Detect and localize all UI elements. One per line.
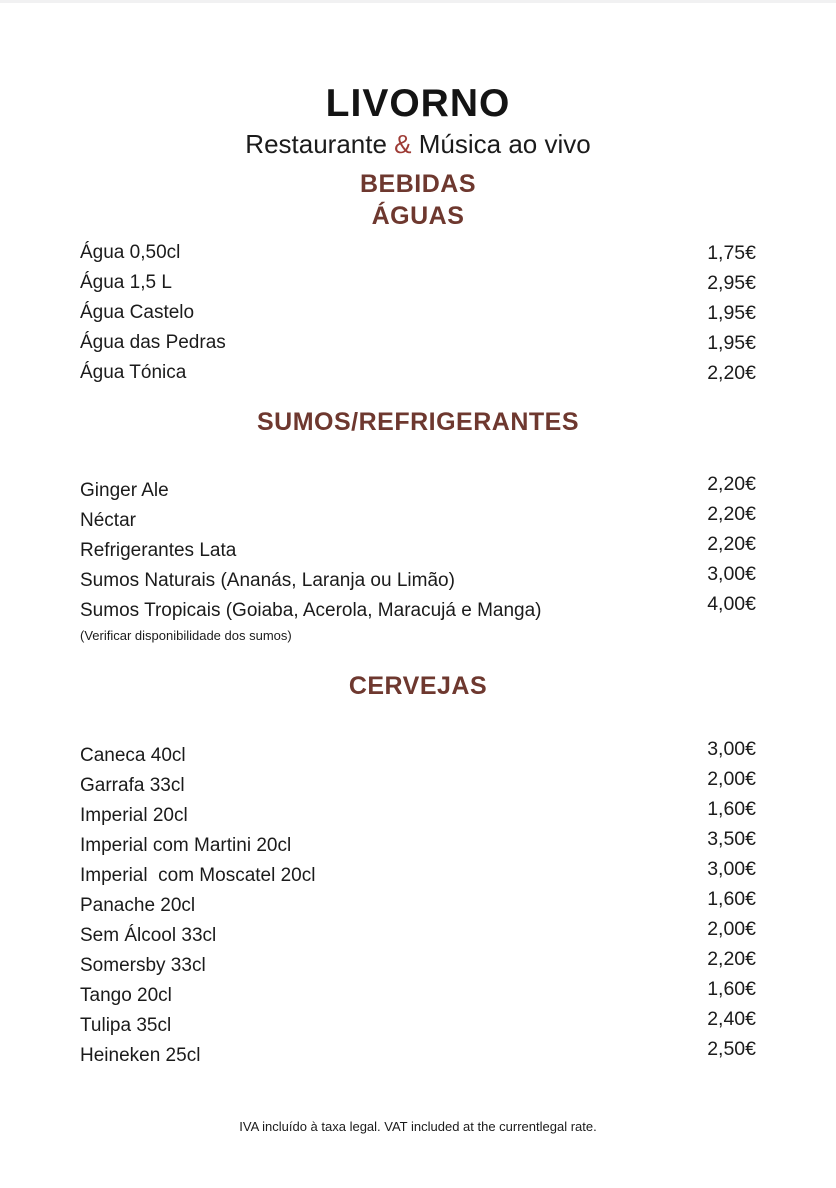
- item-name: Garrafa 33cl: [80, 775, 185, 796]
- item-name: Sumos Naturais (Ananás, Laranja ou Limão): [80, 570, 455, 591]
- item-price: 2,95€: [707, 271, 756, 294]
- item-name: Sem Álcool 33cl: [80, 925, 217, 946]
- item-name: Caneca 40cl: [80, 745, 186, 766]
- menu-item-row: [80, 977, 756, 1011]
- page-top-edge: [0, 0, 836, 3]
- restaurant-tagline: [0, 129, 836, 159]
- item-price: 2,40€: [707, 1007, 756, 1030]
- section-rows: [80, 472, 756, 626]
- menu-section: [80, 409, 756, 644]
- tagline-suffix: Música ao vivo: [411, 129, 591, 159]
- section-heading: CERVEJAS: [348, 672, 488, 700]
- item-name: Ginger Ale: [80, 480, 169, 501]
- item-name: Imperial com Martini 20cl: [80, 835, 292, 856]
- menu-item-row: [80, 767, 756, 801]
- menu-item-row: [80, 1037, 756, 1071]
- item-price: 3,50€: [707, 827, 756, 850]
- menu-item-row: [80, 238, 756, 268]
- item-price: 2,20€: [707, 502, 756, 525]
- item-price: 1,75€: [707, 241, 756, 264]
- item-name: Água 1,5 L: [80, 272, 172, 293]
- item-price: 1,60€: [707, 887, 756, 910]
- item-name: Tango 20cl: [80, 985, 172, 1006]
- menu-header: [0, 83, 836, 197]
- menu-section: [80, 203, 756, 388]
- section-heading: SUMOS/REFRIGERANTES: [256, 408, 580, 436]
- item-price: 3,00€: [707, 857, 756, 880]
- menu-item-row: [80, 827, 756, 861]
- item-price: 2,20€: [707, 532, 756, 555]
- item-name: Néctar: [80, 510, 136, 531]
- item-price: 1,60€: [707, 797, 756, 820]
- menu-item-row: [80, 737, 756, 771]
- item-name: Panache 20cl: [80, 895, 196, 916]
- tagline-ampersand: &: [394, 129, 412, 159]
- item-price: 2,20€: [707, 472, 756, 495]
- item-name: Somersby 33cl: [80, 955, 206, 976]
- item-name: Imperial 20cl: [80, 805, 188, 826]
- item-name: Água das Pedras: [80, 332, 226, 353]
- item-name: Sumos Tropicais (Goiaba, Acerola, Maracujá e Manga): [80, 600, 542, 621]
- item-name: Água Tónica: [80, 362, 187, 383]
- item-price: 2,50€: [707, 1037, 756, 1060]
- menu-section: [80, 673, 756, 1071]
- item-price: 1,95€: [707, 331, 756, 354]
- menu-item-row: [80, 298, 756, 328]
- menu-item-row: [80, 1007, 756, 1041]
- menu-category-heading: BEBIDAS: [359, 170, 476, 198]
- section-rows: [80, 737, 756, 1071]
- menu-item-row: [80, 502, 756, 536]
- menu-item-row: [80, 472, 756, 506]
- vat-notice: IVA incluído à taxa legal. VAT included at the currentlegal rate.: [239, 1119, 597, 1134]
- item-name: Heineken 25cl: [80, 1045, 201, 1066]
- menu-item-row: [80, 328, 756, 358]
- item-price: 3,00€: [707, 737, 756, 760]
- restaurant-name: LIVORNO: [325, 82, 511, 125]
- menu-item-row: [80, 562, 756, 596]
- menu-item-row: [80, 358, 756, 388]
- item-price: 1,60€: [707, 977, 756, 1000]
- item-price: 1,95€: [707, 301, 756, 324]
- menu-item-row: [80, 268, 756, 298]
- section-heading: ÁGUAS: [371, 202, 465, 230]
- item-name: Tulipa 35cl: [80, 1015, 172, 1036]
- item-price: 2,20€: [707, 947, 756, 970]
- item-price: 4,00€: [707, 592, 756, 615]
- menu-item-row: [80, 917, 756, 951]
- item-name: Imperial com Moscatel 20cl: [80, 865, 316, 886]
- item-price: 2,20€: [707, 361, 756, 384]
- menu-sections: [80, 203, 756, 1071]
- menu-item-row: [80, 532, 756, 566]
- section-rows: [80, 238, 756, 388]
- item-price: 2,00€: [707, 767, 756, 790]
- menu-item-row: [80, 857, 756, 891]
- item-price: 3,00€: [707, 562, 756, 585]
- item-name: Refrigerantes Lata: [80, 540, 237, 561]
- menu-item-row: [80, 797, 756, 831]
- section-note: (Verificar disponibilidade dos sumos): [80, 628, 292, 643]
- menu-item-row: [80, 947, 756, 981]
- menu-item-row: [80, 592, 756, 626]
- tagline-prefix: Restaurante: [245, 129, 395, 159]
- item-name: Água 0,50cl: [80, 242, 181, 263]
- item-name: Água Castelo: [80, 302, 195, 323]
- menu-footer: [0, 1119, 836, 1135]
- item-price: 2,00€: [707, 917, 756, 940]
- menu-item-row: [80, 887, 756, 921]
